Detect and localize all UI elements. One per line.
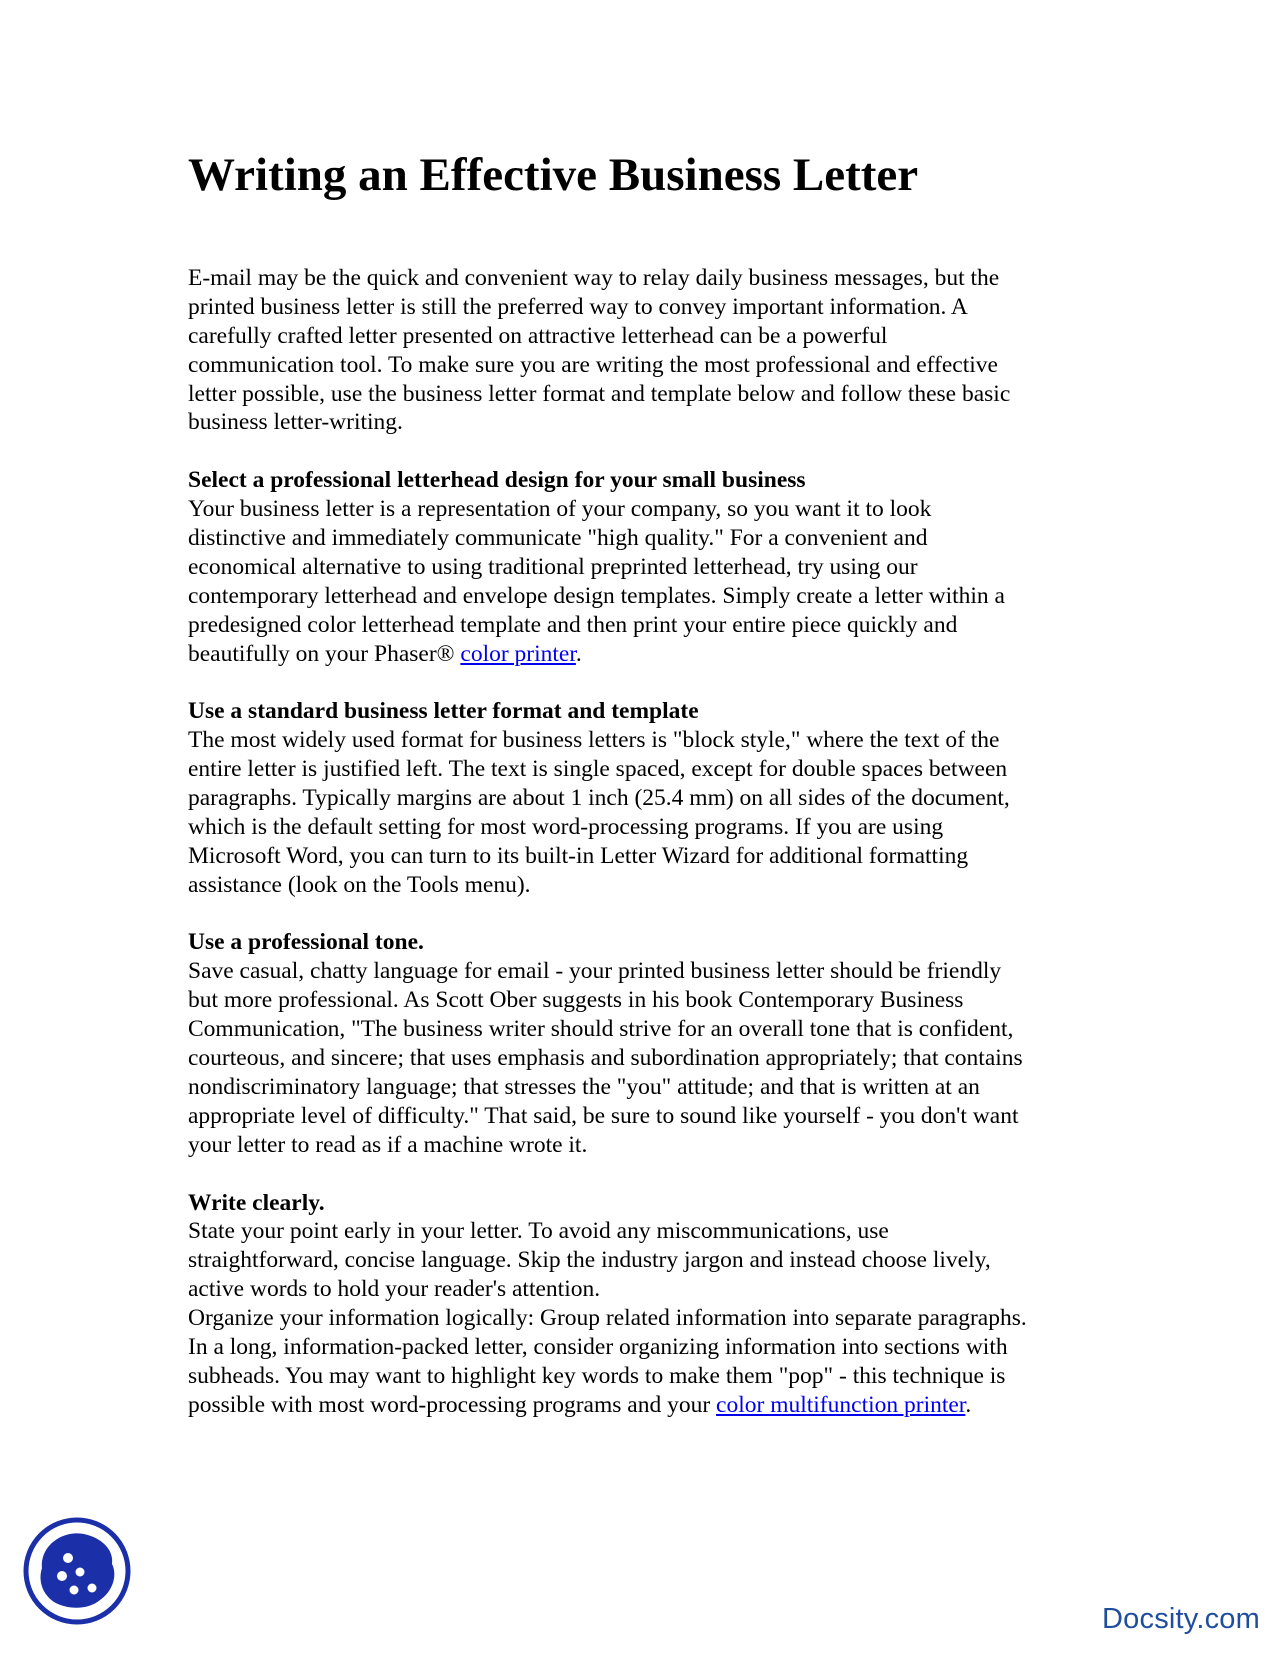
intro-line: communication tool. To make sure you are writing the most professional and effective (188, 351, 998, 378)
section-line: distinctive and immediately communicate "high quality." For a convenient and (188, 525, 928, 552)
paragraph-gap (188, 668, 1088, 697)
section-line: assistance (look on the Tools menu). (188, 871, 531, 898)
section-tone (188, 928, 1088, 1159)
section-clarity (188, 1189, 1088, 1420)
intro-line: carefully crafted letter presented on attractive letterhead can be a powerful (188, 322, 888, 349)
section-line: Your business letter is a representation of your company, so you want it to look (188, 496, 932, 523)
section-line: appropriate level of difficulty." That said, be sure to sound like yourself - you don't want (188, 1102, 1019, 1129)
section-line: nondiscriminatory language; that stresses the "you" attitude; and that is written at an (188, 1073, 980, 1100)
section-heading: Use a professional tone. (188, 929, 424, 956)
logo-dot (88, 1584, 97, 1593)
section-line: contemporary letterhead and envelope design templates. Simply create a letter within a (188, 582, 1005, 609)
intro-line: E-mail may be the quick and convenient way to relay daily business messages, but the (188, 265, 1000, 291)
color-multifunction-printer-link[interactable]: color multifunction printer (716, 1391, 966, 1418)
section-line: predesigned color letterhead template and then print your entire piece quickly and (188, 611, 958, 638)
section-line: In a long, information-packed letter, consider organizing information into sections with (188, 1333, 1008, 1360)
section-line: Microsoft Word, you can turn to its built-in Letter Wizard for additional formatting (188, 842, 969, 869)
section-line: which is the default setting for most word-processing programs. If you are using (188, 813, 944, 840)
section-line: economical alternative to using traditional preprinted letterhead, try using our (188, 553, 918, 580)
paragraph-gap (188, 1160, 1088, 1189)
intro-paragraph (188, 264, 1088, 437)
section-heading: Use a standard business letter format and template (188, 698, 699, 725)
paragraph-gap (188, 900, 1088, 929)
line-text: possible with most word-processing programs and your (188, 1391, 717, 1418)
logo-dot (70, 1586, 79, 1595)
logo-dot (63, 1553, 73, 1563)
intro-line: printed business letter is still the preferred way to convey important information. A (188, 293, 968, 320)
document-title: Writing an Effective Business Letter (188, 149, 919, 201)
section-line: Organize your information logically: Group related information into separate paragraphs. (188, 1305, 1027, 1332)
document-body (188, 264, 1088, 1420)
section-line (188, 1391, 1088, 1420)
section-line: Communication, "The business writer should strive for an overall tone that is confident, (188, 1016, 1014, 1043)
line-text: . (965, 1391, 972, 1418)
color-printer-link[interactable]: color printer (460, 640, 576, 667)
section-line: active words to hold your reader's attention. (188, 1276, 601, 1303)
section-line: State your point early in your letter. To avoid any miscommunications, use (188, 1218, 889, 1245)
section-line: subheads. You may want to highlight key words to make them "pop" - this technique is (188, 1362, 1006, 1389)
section-heading: Write clearly. (188, 1189, 325, 1216)
section-line (188, 640, 1088, 669)
section-line: courteous, and sincere; that uses emphasis and subordination appropriately; that contains (188, 1045, 1023, 1072)
section-letterhead (188, 466, 1088, 668)
section-line: straightforward, concise language. Skip the industry jargon and instead choose lively, (188, 1247, 991, 1274)
section-heading: Select a professional letterhead design for your small business (188, 467, 806, 494)
line-text: beautifully on your Phaser® (188, 640, 461, 667)
section-line: but more professional. As Scott Ober suggests in his book Contemporary Business (188, 987, 964, 1014)
section-line: Save casual, chatty language for email - your printed business letter should be friendly (188, 958, 1002, 985)
section-line: The most widely used format for business letters is "block style," where the text of the (188, 727, 1000, 754)
docsity-logo-icon[interactable] (22, 1516, 132, 1626)
intro-line: letter possible, use the business letter format and template below and follow these basic (188, 380, 1011, 407)
intro-line: business letter-writing. (188, 409, 403, 436)
paragraph-gap (188, 437, 1088, 466)
section-line: your letter to read as if a machine wrote it. (188, 1131, 588, 1158)
logo-dot (57, 1571, 67, 1581)
section-line: paragraphs. Typically margins are about 1 inch (25.4 mm) on all sides of the document, (188, 785, 1010, 812)
logo-dot (76, 1568, 85, 1577)
section-line: entire letter is justified left. The text is single spaced, except for double spaces between (188, 756, 1008, 783)
line-text: . (575, 640, 582, 667)
section-format (188, 697, 1088, 899)
docsity-watermark[interactable]: Docsity.com (1102, 1603, 1260, 1635)
